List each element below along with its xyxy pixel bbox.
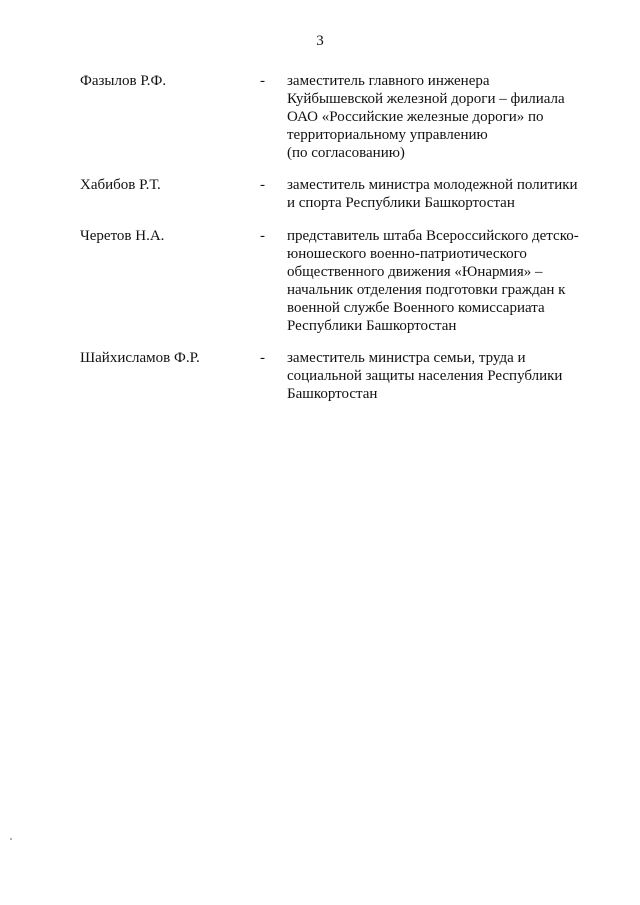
separator-dash: - <box>260 177 265 193</box>
position-line: юношеского военно-патриотического <box>287 246 527 262</box>
member-position <box>287 349 597 403</box>
member-name: Фазылов Р.Ф. <box>80 73 167 89</box>
member-position <box>287 72 597 162</box>
separator-dash: - <box>260 350 265 366</box>
position-line: военной службе Военного комиссариата <box>287 300 545 316</box>
position-line: Куйбышевской железной дороги – филиала <box>287 91 565 107</box>
member-position <box>287 227 597 335</box>
position-line: Башкортостан <box>287 386 378 402</box>
position-line: заместитель министра семьи, труда и <box>287 350 526 366</box>
position-line: и спорта Республики Башкортостан <box>287 195 515 211</box>
page-number: 3 <box>316 33 324 49</box>
position-line: заместитель главного инженера <box>287 73 490 89</box>
position-line: территориальному управлению <box>287 127 488 143</box>
member-name: Шайхисламов Ф.Р. <box>80 350 200 366</box>
position-line: заместитель министра молодежной политики <box>287 177 578 193</box>
position-line: социальной защиты населения Республики <box>287 368 563 384</box>
separator-dash: - <box>260 73 265 89</box>
position-line: ОАО «Российские железные дороги» по <box>287 109 544 125</box>
position-line: общественного движения «Юнармия» – <box>287 264 543 280</box>
separator-dash: - <box>260 228 265 244</box>
position-line: начальник отделения подготовки граждан к <box>287 282 566 298</box>
member-name: Хабибов Р.Т. <box>80 177 161 193</box>
position-line: (по согласованию) <box>287 145 405 161</box>
position-line: представитель штаба Всероссийского детско- <box>287 228 579 244</box>
position-line: Республики Башкортостан <box>287 318 457 334</box>
member-position <box>287 176 597 212</box>
scan-speck <box>10 838 12 840</box>
member-name: Черетов Н.А. <box>80 228 165 244</box>
